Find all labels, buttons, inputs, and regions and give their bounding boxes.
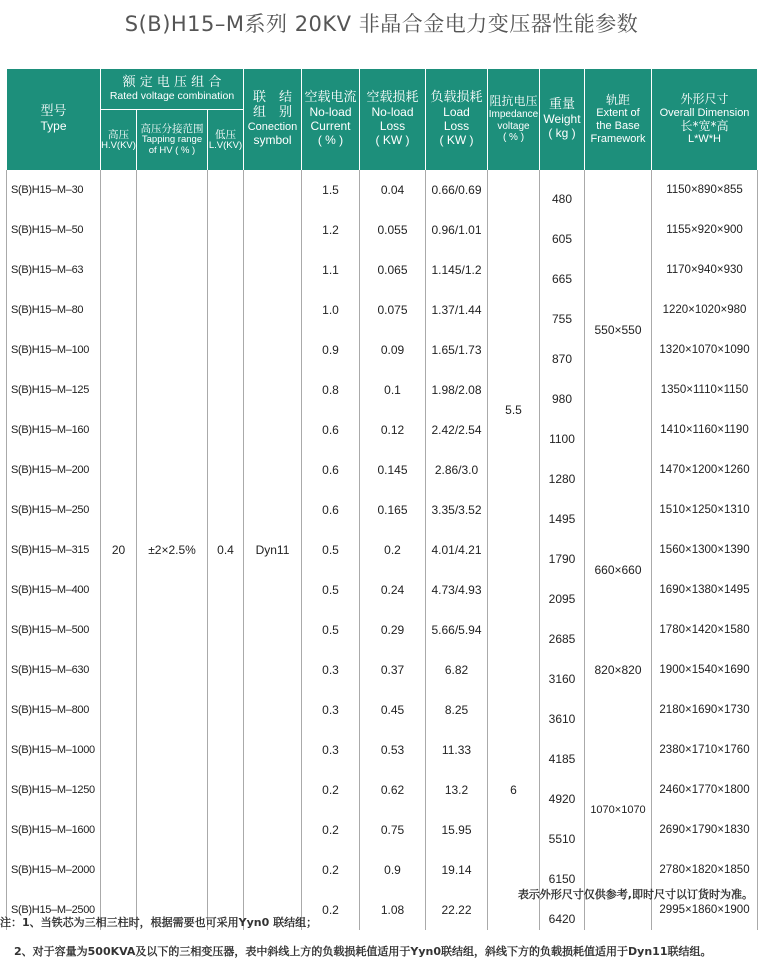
noload-current-cell: 0.5 [302,530,360,570]
note-dimension-reference: 表示外形尺寸仅供参考,即时尺寸以订货时为准。 [517,888,753,901]
weight-cell: 665 [540,250,585,290]
gauge-cell: 1070×1070 [585,690,652,930]
dimension-cell: 1155×920×900 [652,210,758,250]
weight-cell: 1100 [540,410,585,450]
dimension-cell: 2380×1710×1760 [652,730,758,770]
noload-loss-cell: 0.04 [360,170,426,210]
noload-loss-cell: 0.2 [360,530,426,570]
header-lv: 低压 L.V(KV) [208,110,244,171]
header-hv: 高压 H.V(KV) [101,110,137,171]
weight-cell: 605 [540,210,585,250]
model-cell: S(B)H15–M–800 [7,690,101,730]
noload-current-cell: 1.5 [302,170,360,210]
weight-cell: 4920 [540,770,585,810]
model-cell: S(B)H15–M–1000 [7,730,101,770]
noload-loss-cell: 0.24 [360,570,426,610]
header-noload-current: 空载电流 No-load Current ( % ) [302,69,360,170]
note-2: 2、对于容量为500KVA及以下的三相变压器，表中斜线上方的负载损耗值适用于Yyn0联结组，斜线下方的负载损耗值适用于Dyn11联结组。 [14,945,712,958]
noload-current-cell: 0.8 [302,370,360,410]
noload-current-cell: 0.6 [302,450,360,490]
load-loss-cell: 1.145/1.2 [426,250,488,290]
gauge-cell: 660×660 [585,490,652,650]
model-cell: S(B)H15–M–400 [7,570,101,610]
impedance-cell: 5.5 [488,170,540,650]
header-tapping: 高压分接范围 Tapping range of HV ( % ) [137,110,208,171]
gauge-cell: 550×550 [585,170,652,490]
noload-current-cell: 1.1 [302,250,360,290]
dimension-cell: 2690×1790×1830 [652,810,758,850]
model-cell: S(B)H15–M–2500 [7,890,101,930]
weight-cell: 980 [540,370,585,410]
model-cell: S(B)H15–M–315 [7,530,101,570]
noload-loss-cell: 0.12 [360,410,426,450]
noload-loss-cell: 1.08 [360,890,426,930]
dimension-cell: 1410×1160×1190 [652,410,758,450]
noload-loss-cell: 0.53 [360,730,426,770]
load-loss-cell: 4.01/4.21 [426,530,488,570]
page-title: S(B)H15–M系列 20KV 非晶合金电力变压器性能参数 [124,12,639,36]
noload-current-cell: 0.2 [302,890,360,930]
dimension-cell: 1900×1540×1690 [652,650,758,690]
noload-loss-cell: 0.075 [360,290,426,330]
noload-current-cell: 0.5 [302,610,360,650]
noload-loss-cell: 0.45 [360,690,426,730]
header-dimension: 外形尺寸 Overall Dimension 长*宽*高 L*W*H [652,69,758,170]
weight-cell: 480 [540,170,585,210]
header-impedance: 阻抗电压 Impedance voltage ( % ) [488,69,540,170]
model-cell: S(B)H15–M–250 [7,490,101,530]
impedance-cell: 6 [488,650,540,930]
noload-current-cell: 0.6 [302,490,360,530]
header-model: 型号 Type [7,69,101,170]
header-weight: 重量 Weight ( kg ) [540,69,585,170]
weight-cell: 5510 [540,810,585,850]
spec-table [6,69,758,930]
dimension-cell: 2180×1690×1730 [652,690,758,730]
load-loss-cell: 13.2 [426,770,488,810]
tapping-cell: ±2×2.5% [137,170,208,930]
weight-cell: 4185 [540,730,585,770]
gauge-cell: 820×820 [585,650,652,690]
load-loss-cell: 6.82 [426,650,488,690]
weight-cell: 6420 [540,890,585,930]
dimension-cell: 1510×1250×1310 [652,490,758,530]
header-noload-loss: 空载损耗 No-load Loss ( KW ) [360,69,426,170]
header-connection: 联 结 组 别 Conection symbol [244,69,302,170]
model-cell: S(B)H15–M–2000 [7,850,101,890]
noload-loss-cell: 0.055 [360,210,426,250]
header-load-loss: 负载损耗 Load Loss ( KW ) [426,69,488,170]
weight-cell: 2685 [540,610,585,650]
weight-cell: 3610 [540,690,585,730]
noload-loss-cell: 0.62 [360,770,426,810]
model-cell: S(B)H15–M–200 [7,450,101,490]
model-cell: S(B)H15–M–50 [7,210,101,250]
weight-cell: 1790 [540,530,585,570]
noload-current-cell: 0.3 [302,730,360,770]
dimension-cell: 1690×1380×1495 [652,570,758,610]
dimension-cell: 2995×1860×1900 [652,890,758,930]
header-gauge: 轨距 Extent of the Base Framework [585,69,652,170]
noload-loss-cell: 0.145 [360,450,426,490]
noload-loss-cell: 0.065 [360,250,426,290]
model-cell: S(B)H15–M–1250 [7,770,101,810]
weight-cell: 3160 [540,650,585,690]
dimension-cell: 1170×940×930 [652,250,758,290]
weight-cell: 870 [540,330,585,370]
noload-loss-cell: 0.75 [360,810,426,850]
dimension-cell: 1320×1070×1090 [652,330,758,370]
noload-loss-cell: 0.29 [360,610,426,650]
model-cell: S(B)H15–M–160 [7,410,101,450]
model-cell: S(B)H15–M–100 [7,330,101,370]
noload-current-cell: 0.2 [302,850,360,890]
model-cell: S(B)H15–M–125 [7,370,101,410]
model-cell: S(B)H15–M–30 [7,170,101,210]
model-cell: S(B)H15–M–1600 [7,810,101,850]
model-cell: S(B)H15–M–630 [7,650,101,690]
noload-current-cell: 0.6 [302,410,360,450]
load-loss-cell: 15.95 [426,810,488,850]
load-loss-cell: 1.65/1.73 [426,330,488,370]
load-loss-cell: 0.66/0.69 [426,170,488,210]
weight-cell: 6150 [540,850,585,890]
table-row [7,170,758,210]
load-loss-cell: 8.25 [426,690,488,730]
hv-cell: 20 [101,170,137,930]
dimension-cell: 1350×1110×1150 [652,370,758,410]
noload-current-cell: 0.5 [302,570,360,610]
header-rated-voltage: 额 定 电 压 组 合 Rated voltage combination [101,69,244,110]
weight-cell: 2095 [540,570,585,610]
load-loss-cell: 22.22 [426,890,488,930]
load-loss-cell: 11.33 [426,730,488,770]
load-loss-cell: 5.66/5.94 [426,610,488,650]
dimension-cell: 1780×1420×1580 [652,610,758,650]
dimension-cell: 1220×1020×980 [652,290,758,330]
dimension-cell: 2780×1820×1850 [652,850,758,890]
noload-loss-cell: 0.09 [360,330,426,370]
load-loss-cell: 4.73/4.93 [426,570,488,610]
noload-current-cell: 0.3 [302,690,360,730]
dimension-cell: 2460×1770×1800 [652,770,758,810]
noload-loss-cell: 0.1 [360,370,426,410]
dimension-cell: 1470×1200×1260 [652,450,758,490]
load-loss-cell: 1.98/2.08 [426,370,488,410]
dimension-cell: 1150×890×855 [652,170,758,210]
note-1: 注：1、当铁芯为三相三柱时，根据需要也可采用Yyn0 联结组； [0,916,318,929]
load-loss-cell: 0.96/1.01 [426,210,488,250]
load-loss-cell: 1.37/1.44 [426,290,488,330]
noload-loss-cell: 0.165 [360,490,426,530]
noload-loss-cell: 0.37 [360,650,426,690]
noload-current-cell: 0.9 [302,330,360,370]
weight-cell: 1495 [540,490,585,530]
model-cell: S(B)H15–M–500 [7,610,101,650]
load-loss-cell: 3.35/3.52 [426,490,488,530]
noload-current-cell: 0.3 [302,650,360,690]
model-cell: S(B)H15–M–80 [7,290,101,330]
load-loss-cell: 19.14 [426,850,488,890]
load-loss-cell: 2.86/3.0 [426,450,488,490]
noload-current-cell: 0.2 [302,770,360,810]
table-body [7,170,758,930]
connection-cell: Dyn11 [244,170,302,930]
load-loss-cell: 2.42/2.54 [426,410,488,450]
lv-cell: 0.4 [208,170,244,930]
weight-cell: 1280 [540,450,585,490]
noload-current-cell: 1.0 [302,290,360,330]
noload-current-cell: 1.2 [302,210,360,250]
dimension-cell: 1560×1300×1390 [652,530,758,570]
model-cell: S(B)H15–M–63 [7,250,101,290]
noload-current-cell: 0.2 [302,810,360,850]
weight-cell: 755 [540,290,585,330]
noload-loss-cell: 0.9 [360,850,426,890]
